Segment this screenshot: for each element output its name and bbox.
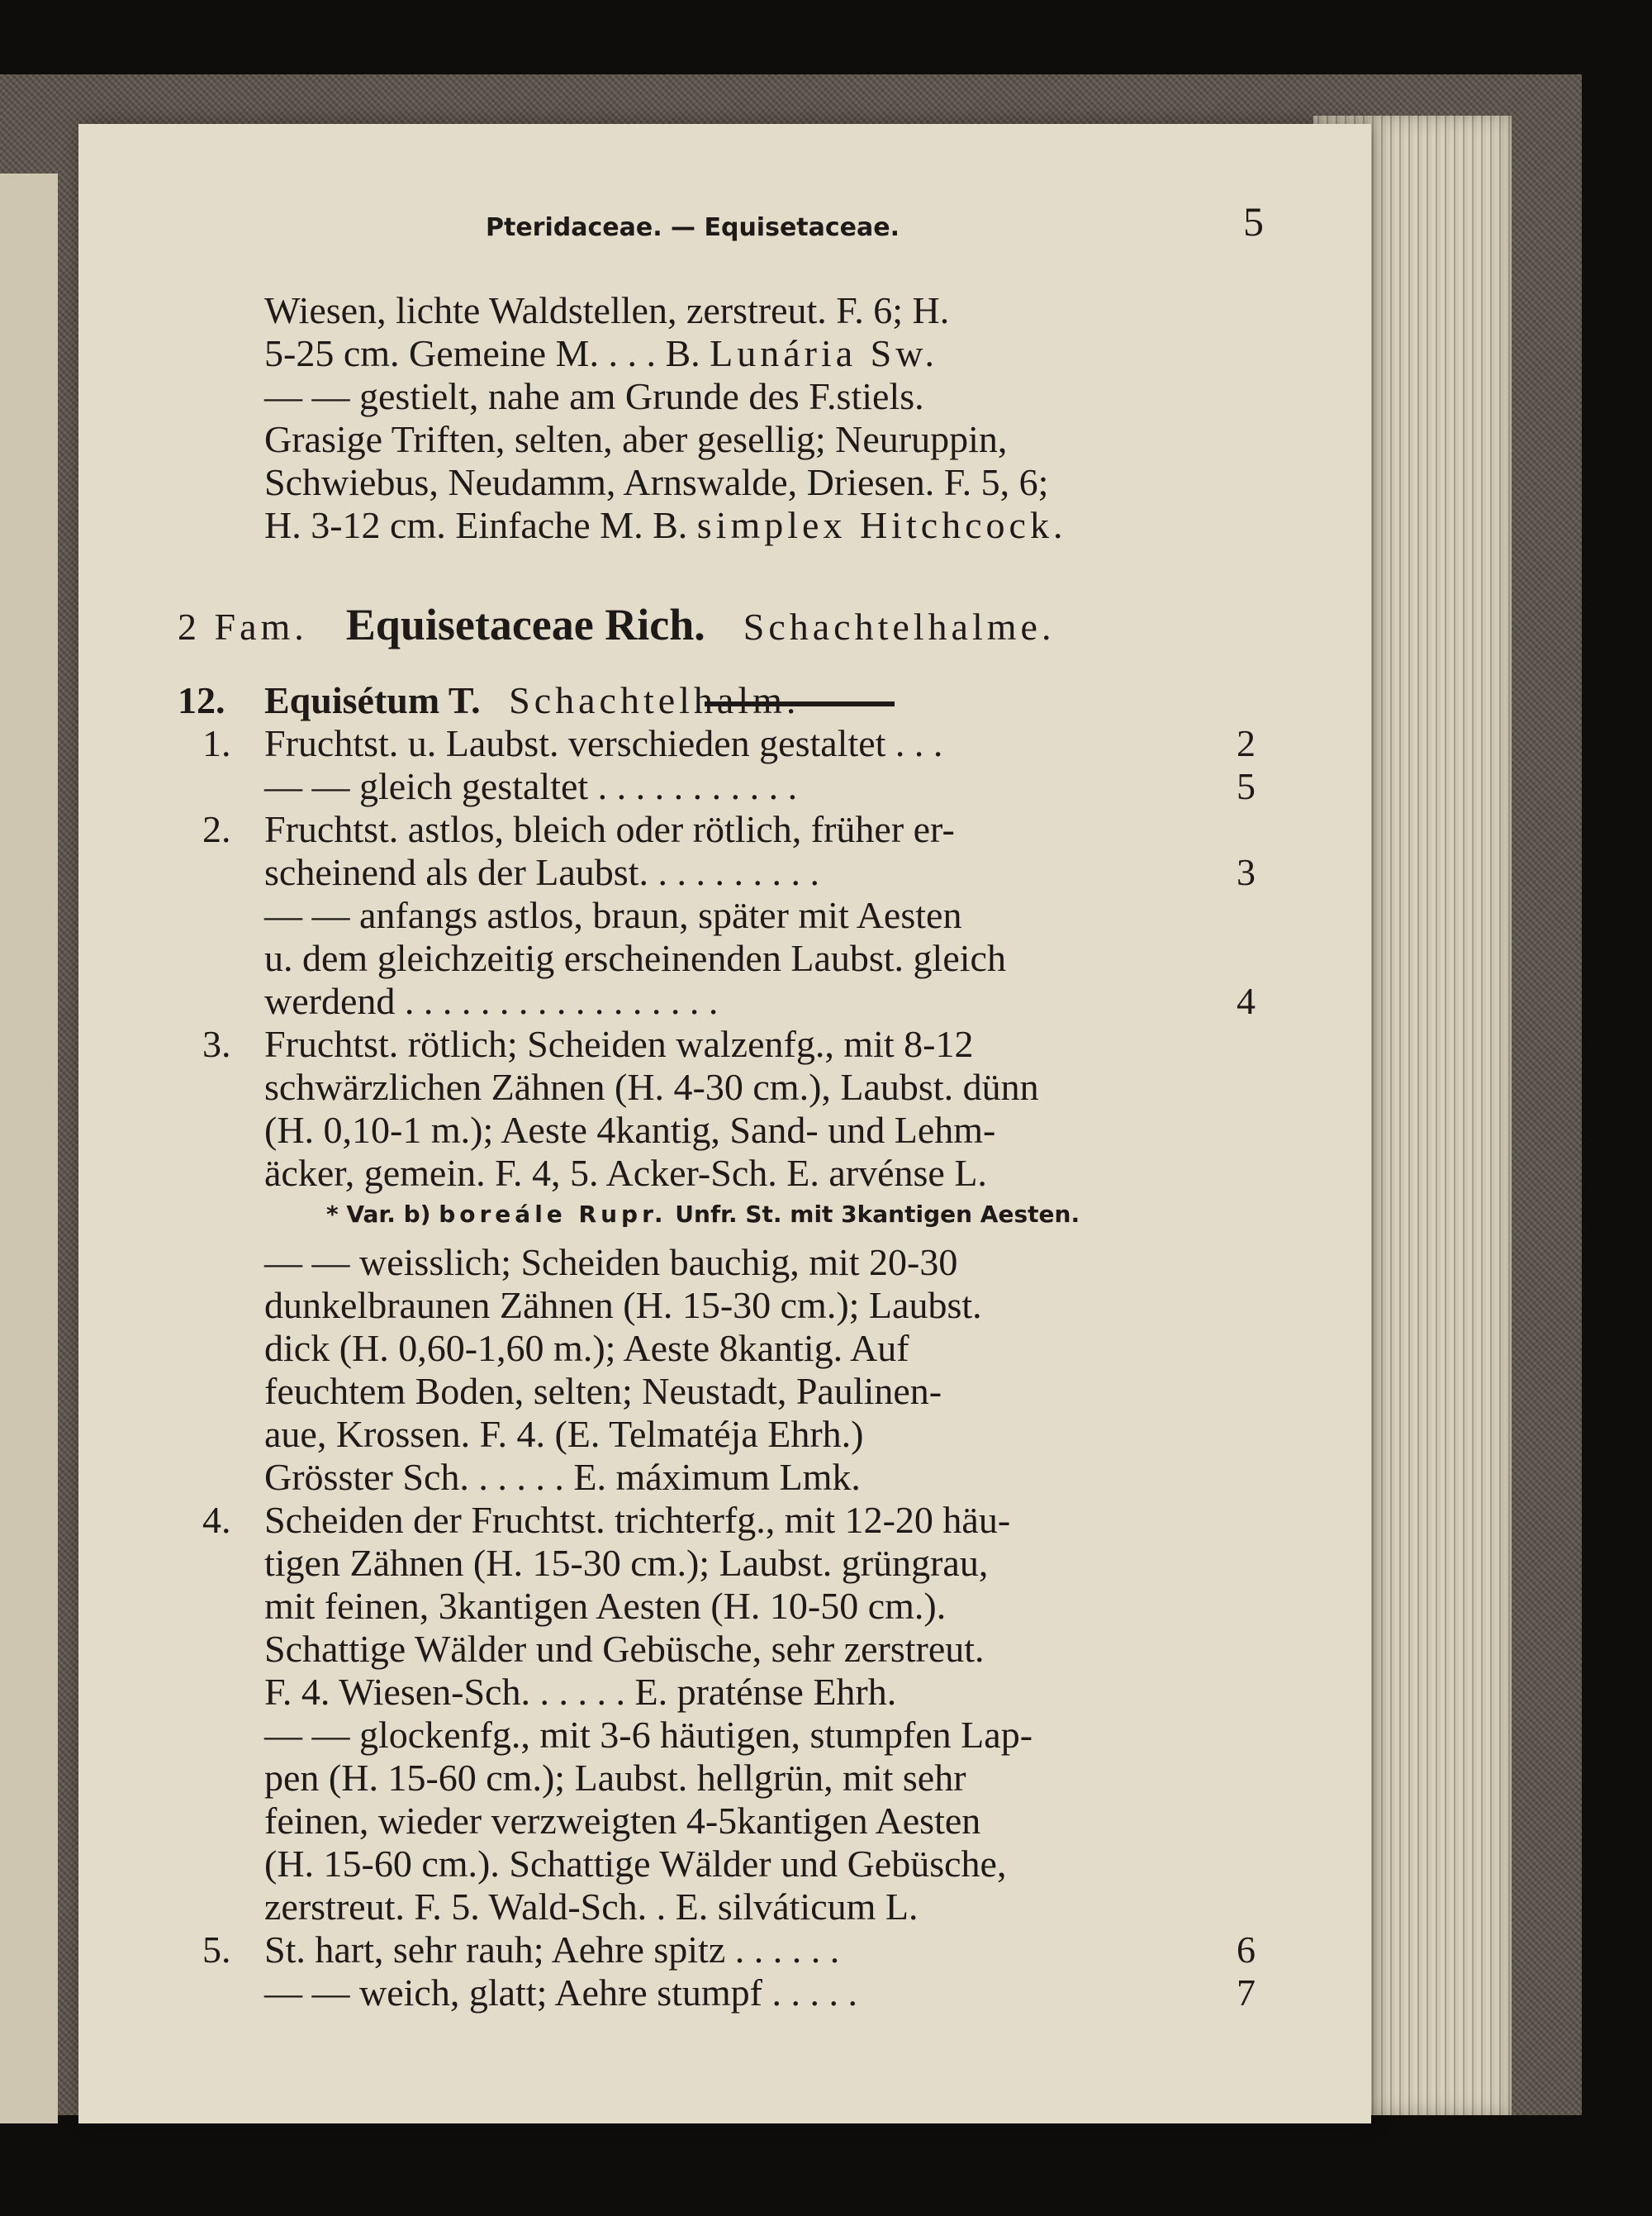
family-heading: 2 Fam. Equisetaceae Rich. Schachtelhalme. (178, 600, 1056, 649)
key-text: werdend . . . . . . . . . . . . . . . . . (264, 980, 719, 1022)
genus-heading: Equisétum T. Schachtelhalm. (264, 679, 800, 721)
key-text: u. dem gleichzeitig erscheinenden Laubst. gleich (264, 937, 1006, 979)
page-number: 5 (1243, 198, 1264, 245)
key-text: Fruchtst. rötlich; Scheiden walzenfg., mit 8-12 (264, 1023, 974, 1065)
key-text: mit feinen, 3kantigen Aesten (H. 10-50 cm.). (264, 1585, 947, 1627)
book-page (78, 124, 1371, 2123)
key-text: Fruchtst. astlos, bleich oder rötlich, früher er- (264, 808, 955, 850)
running-title: Pteridaceae. — Equisetaceae. (486, 213, 900, 242)
key-text: tigen Zähnen (H. 15-30 cm.); Laubst. grüngrau, (264, 1542, 989, 1584)
text-line: Grasige Triften, selten, aber gesellig; Neuruppin, (264, 418, 1008, 460)
key-text: — — glockenfg., mit 3-6 häutigen, stumpfen Lap- (264, 1714, 1033, 1756)
key-text: Scheiden der Fruchtst. trichterfg., mit 12-20 häu- (264, 1499, 1011, 1541)
key-ref: 7 (1237, 1971, 1256, 2014)
key-text: dick (H. 0,60-1,60 m.); Aeste 8kantig. Auf (264, 1327, 909, 1369)
key-num: 3. (202, 1023, 231, 1065)
key-text: — — weich, glatt; Aehre stumpf . . . . . (264, 1971, 857, 2014)
genus-number: 12. (178, 679, 225, 721)
key-text: äcker, gemein. F. 4, 5. Acker-Sch. E. arvénse L. (264, 1152, 987, 1194)
key-ref: 4 (1237, 980, 1256, 1022)
key-text: — — gleich gestaltet . . . . . . . . . . . (264, 765, 798, 807)
key-text: Schattige Wälder und Gebüsche, sehr zerstreut. (264, 1628, 985, 1670)
key-text: zerstreut. F. 5. Wald-Sch. . E. silváticum L. (264, 1886, 919, 1928)
key-text: pen (H. 15-60 cm.); Laubst. hellgrün, mit sehr (264, 1757, 966, 1799)
text-line: 5-25 cm. Gemeine M. . . . B. Lunária Sw. (264, 332, 938, 374)
key-num: 4. (202, 1499, 231, 1541)
key-text: dunkelbraunen Zähnen (H. 15-30 cm.); Laubst. (264, 1284, 982, 1326)
key-num: 2. (202, 808, 231, 850)
key-text: aue, Krossen. F. 4. (E. Telmatéja Ehrh.) (264, 1413, 864, 1455)
key-text: feuchtem Boden, selten; Neustadt, Paulinen- (264, 1370, 942, 1412)
key-text: Fruchtst. u. Laubst. verschieden gestaltet . . . (264, 722, 943, 764)
key-ref: 2 (1237, 722, 1256, 764)
key-text: (H. 15-60 cm.). Schattige Wälder und Gebüsche, (264, 1843, 1007, 1885)
text-line: Wiesen, lichte Waldstellen, zerstreut. F. 6; H. (264, 289, 950, 331)
key-ref: 5 (1237, 765, 1256, 807)
key-text: — — weisslich; Scheiden bauchig, mit 20-30 (264, 1241, 958, 1283)
key-text: scheinend als der Laubst. . . . . . . . . . (264, 851, 819, 893)
key-text: St. hart, sehr rauh; Aehre spitz . . . . . . (264, 1928, 840, 1971)
key-text: F. 4. Wiesen-Sch. . . . . . E. praténse Ehrh. (264, 1671, 897, 1713)
key-text: feinen, wieder verzweigten 4-5kantigen Aesten (264, 1800, 981, 1842)
key-ref: 6 (1237, 1928, 1256, 1971)
variety-note: * Var. b) boreále Rupr. Unfr. St. mit 3kantigen Aesten. (326, 1201, 1080, 1228)
text-line: — — gestielt, nahe am Grunde des F.stiels. (264, 375, 924, 417)
key-num: 1. (202, 722, 231, 764)
facing-page-edge (0, 174, 58, 2123)
key-num: 5. (202, 1928, 231, 1971)
key-text: (H. 0,10-1 m.); Aeste 4kantig, Sand- und Lehm- (264, 1109, 996, 1151)
key-ref: 3 (1237, 851, 1256, 893)
key-text: Grösster Sch. . . . . . E. máximum Lmk. (264, 1456, 861, 1498)
key-text: — — anfangs astlos, braun, später mit Aesten (264, 894, 962, 936)
text-line: Schwiebus, Neudamm, Arnswalde, Driesen. F. 5, 6; (264, 461, 1049, 503)
key-text: schwärzlichen Zähnen (H. 4-30 cm.), Laubst. dünn (264, 1066, 1039, 1108)
text-line: H. 3-12 cm. Einfache M. B. simplex Hitchcock. (264, 504, 1067, 546)
